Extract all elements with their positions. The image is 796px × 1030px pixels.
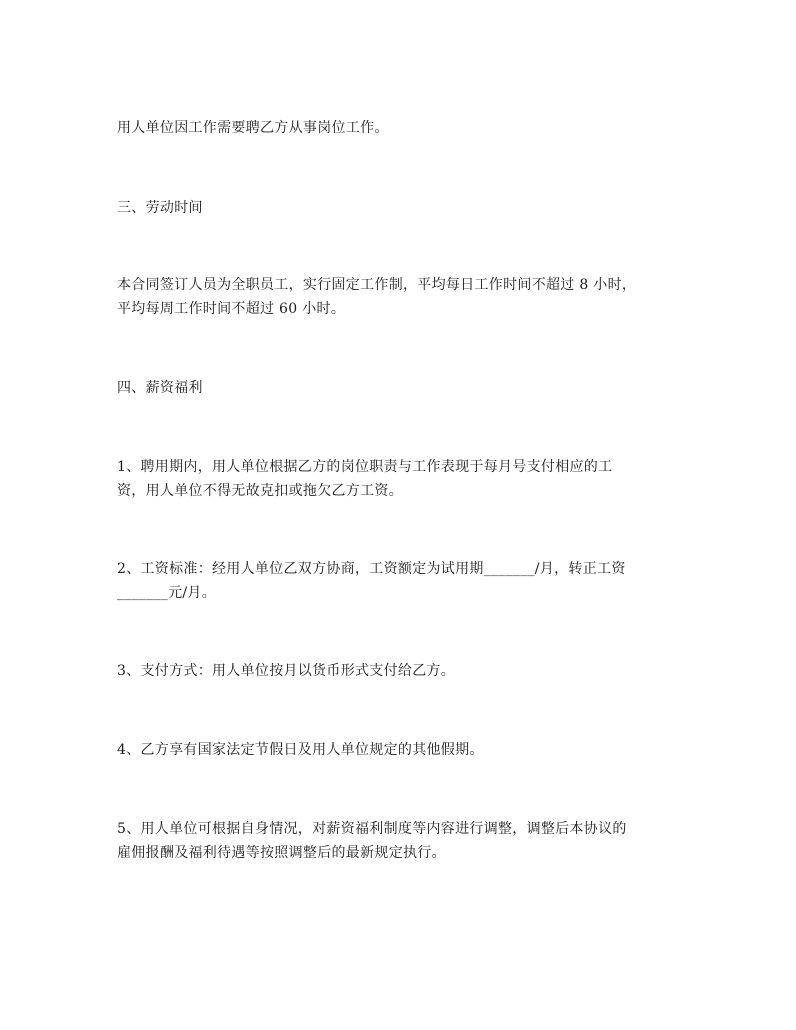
section-heading-working-hours: [117, 196, 682, 220]
paragraph-item-3: [117, 659, 682, 683]
text-line: _______元/月。: [117, 585, 217, 601]
text-line: 雇佣报酬及福利待遇等按照调整后的最新规定执行。: [117, 845, 446, 861]
text-line: 4、乙方享有国家法定节假日及用人单位规定的其他假期。: [117, 742, 484, 758]
section-heading-salary-benefits: [117, 376, 682, 400]
text-line: 四、薪资福利: [117, 380, 203, 396]
text-line: 5、用人单位可根据自身情况，对薪资福利制度等内容进行调整，调整后本协议的: [117, 821, 627, 837]
text-line: 1、聘用期内，用人单位根据乙方的岗位职责与工作表现于每月号支付相应的工: [117, 459, 613, 475]
text-line: 平均每周工作时间不超过 60 小时。: [117, 301, 346, 317]
paragraph-position-statement: [117, 116, 682, 140]
paragraph-item-1: [117, 455, 682, 503]
text-line: 本合同签订人员为全职员工，实行固定工作制，平均每日工作时间不超过 8 小时，: [117, 277, 637, 293]
text-line: 资，用人单位不得无故克扣或拖欠乙方工资。: [117, 483, 403, 499]
text-line: 用人单位因工作需要聘乙方从事岗位工作。: [117, 120, 389, 136]
paragraph-working-hours: [117, 273, 682, 321]
paragraph-item-5: [117, 817, 682, 865]
text-line: 2、工资标准：经用人单位乙双方协商，工资额定为试用期_______/月，转正工资: [117, 561, 626, 577]
paragraph-item-4: [117, 738, 682, 762]
text-line: 三、劳动时间: [117, 200, 203, 216]
paragraph-item-2: [117, 557, 682, 605]
text-line: 3、支付方式：用人单位按月以货币形式支付给乙方。: [117, 663, 456, 679]
